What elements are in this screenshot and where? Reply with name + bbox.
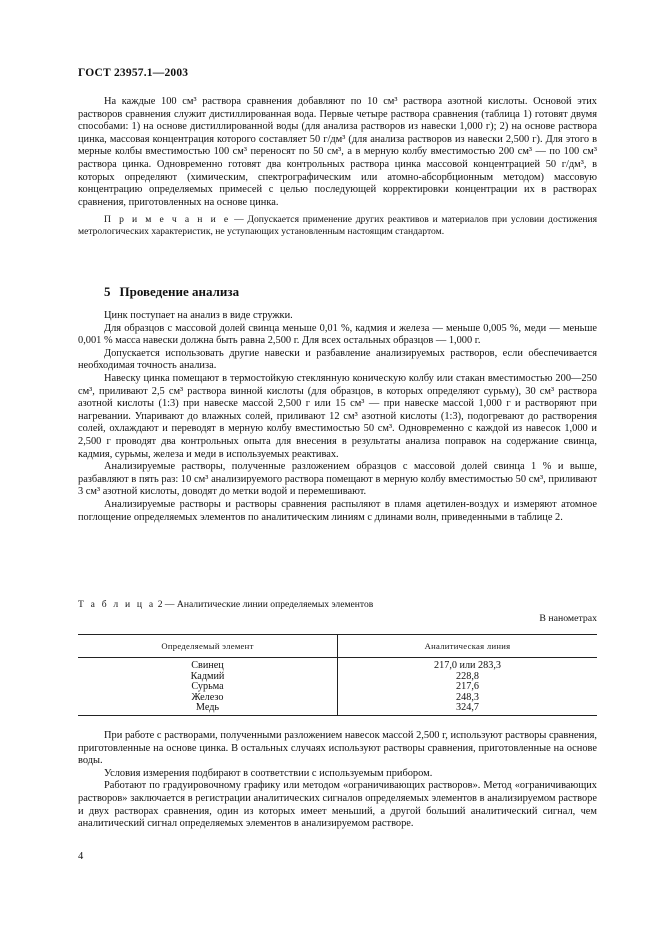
document-header: ГОСТ 23957.1—2003 bbox=[78, 67, 189, 79]
line-value: 217,0 или 283,3 bbox=[434, 660, 501, 671]
body-paragraph: Анализируемые растворы, полученные разложением образцов с массовой долей свинца 1 % и выше, разбавляют в пять раз: 10 см³ анализируемого раствора помещают в мерную колбу вместимостью 50 см³, приливают 3 см³ азотной кислоты, доводят до метки водой и перемешивают. bbox=[78, 461, 597, 498]
intro-paragraph: На каждые 100 см³ раствора сравнения добавляют по 10 см³ раствора азотной кислоты. Основой этих растворов сравнения служит дистиллированная вода. Первые четыре раствора сравнения (таблица 1) готовят двумя способами: 1) на основе дистиллированной воды (для анализа растворов из навески 1,000 г); 2) на основе раствора цинка, массовая концентрация которого составляет 50 г/дм³ (для анализа растворов из навески 2,500 г). Для этого в мерные колбы вместимостью 100 см³ переносят по 50 см³, а в мерную колбу вместимостью 200 см³ — по 100 см³ раствора цинка. Одновременно готовят два контрольных раствора цинка массовой концентрацией 50 г/дм³, в которых определяют (химическим, спектрографическим или атомно-абсорбционным методом) массовую концентрацию определяемых примесей с целью последующей корректировки концентрации их в растворах сравнения, приготовленных на основе цинка. bbox=[78, 96, 597, 208]
body-paragraph: Навеску цинка помещают в термостойкую стеклянную коническую колбу или стакан вместимостью 200—250 см³, приливают 2,5 см³ раствора винной кислоты (для образцов, в которых определяют сурьму), 30 см³ раствора азотной кислоты (1:3) при навеске массой 2,500 г или 15 см³ — при навеске массой 1,000 г и растворяют при нагревании. Упаривают до влажных солей, приливают 12 см³ азотной кислоты (1:3), подогревают до растворения солей, охлаждают и переводят в мерную колбу вместимостью 50 см³. Одновременно с каждой из навесок 1,000 и 2,500 г проводят два контрольных опыта для внесения в результаты анализа поправок на содержание свинца, кадмия, сурьмы, железа и меди в используемых реактивах. bbox=[78, 372, 597, 460]
line-value: 228,8 bbox=[456, 670, 479, 682]
note-label: П р и м е ч а н и е bbox=[104, 214, 231, 226]
body-paragraph: Цинк поступает на анализ в виде стружки. bbox=[104, 310, 293, 321]
after-table-body bbox=[78, 730, 597, 831]
analytical-lines-table bbox=[78, 634, 597, 716]
section-heading bbox=[104, 284, 239, 300]
intro-block bbox=[78, 96, 597, 238]
note-text: — Допускается применение других реактивов и материалов при условии достижения метрологических характеристик, не уступающих установленным настоящим стандартом. bbox=[78, 214, 598, 238]
element-name: Кадмий bbox=[190, 670, 225, 682]
section-title: Проведение анализа bbox=[119, 284, 240, 299]
table-caption-label: Т а б л и ц а bbox=[78, 599, 156, 610]
table-row bbox=[78, 658, 597, 716]
line-value: 248,3 bbox=[456, 691, 479, 703]
body-paragraph: Условия измерения подбирают в соответствии с используемым прибором. bbox=[104, 767, 433, 779]
body-paragraph: Работают по градуировочному графику или методом «ограничивающих растворов». Метод «ограничивающих растворов» заключается в регистрации аналитических сигналов определяемых элементов в анализируемом растворе и двух растворах сравнения, один из которых имеет меньший, а другой больший аналитический сигнал, чем аналитический сигнал определяемых элементов в анализируемом растворе. bbox=[78, 780, 597, 830]
element-cell bbox=[78, 658, 338, 716]
body-paragraph: При работе с растворами, полученными разложением навесок массой 2,500 г, используют растворы сравнения, приготовленные на основе цинка. В остальных случаях используют растворы сравнения, приготовленные на основе воды. bbox=[78, 730, 597, 767]
element-name: Медь bbox=[195, 702, 220, 714]
column-header-line: Аналитическая линия bbox=[338, 635, 598, 658]
section-number: 5 bbox=[104, 284, 111, 299]
body-paragraph: Допускается использовать другие навески и разбавление анализируемых растворов, если обеспечивается необходимая точность анализа. bbox=[78, 347, 597, 372]
analysis-body bbox=[78, 310, 597, 524]
line-cell bbox=[338, 658, 598, 716]
table-caption bbox=[78, 599, 373, 610]
element-name: Свинец bbox=[191, 660, 224, 671]
line-value: 217,6 bbox=[456, 681, 479, 693]
page-number: 4 bbox=[78, 851, 84, 862]
table-caption-text: 2 — Аналитические линии определяемых элементов bbox=[155, 599, 374, 610]
element-name: Железо bbox=[191, 691, 224, 703]
table-units: В нанометрах bbox=[539, 613, 597, 624]
line-value: 324,7 bbox=[456, 702, 479, 714]
body-paragraph: Для образцов с массовой долей свинца меньше 0,01 %, кадмия и железа — меньше 0,005 %, меди — меньше 0,001 % масса навески должна быть равна 2,500 г. Для всех остальных образцов — 1,000 г. bbox=[78, 322, 597, 347]
note bbox=[78, 214, 597, 238]
column-header-element: Определяемый элемент bbox=[78, 635, 338, 658]
element-name: Сурьма bbox=[191, 681, 224, 693]
body-paragraph: Анализируемые растворы и растворы сравнения распыляют в пламя ацетилен-воздух и измеряют атомное поглощение определяемых элементов по аналитическим линиям с длинами волн, приведенными в таблице 2. bbox=[78, 498, 597, 523]
